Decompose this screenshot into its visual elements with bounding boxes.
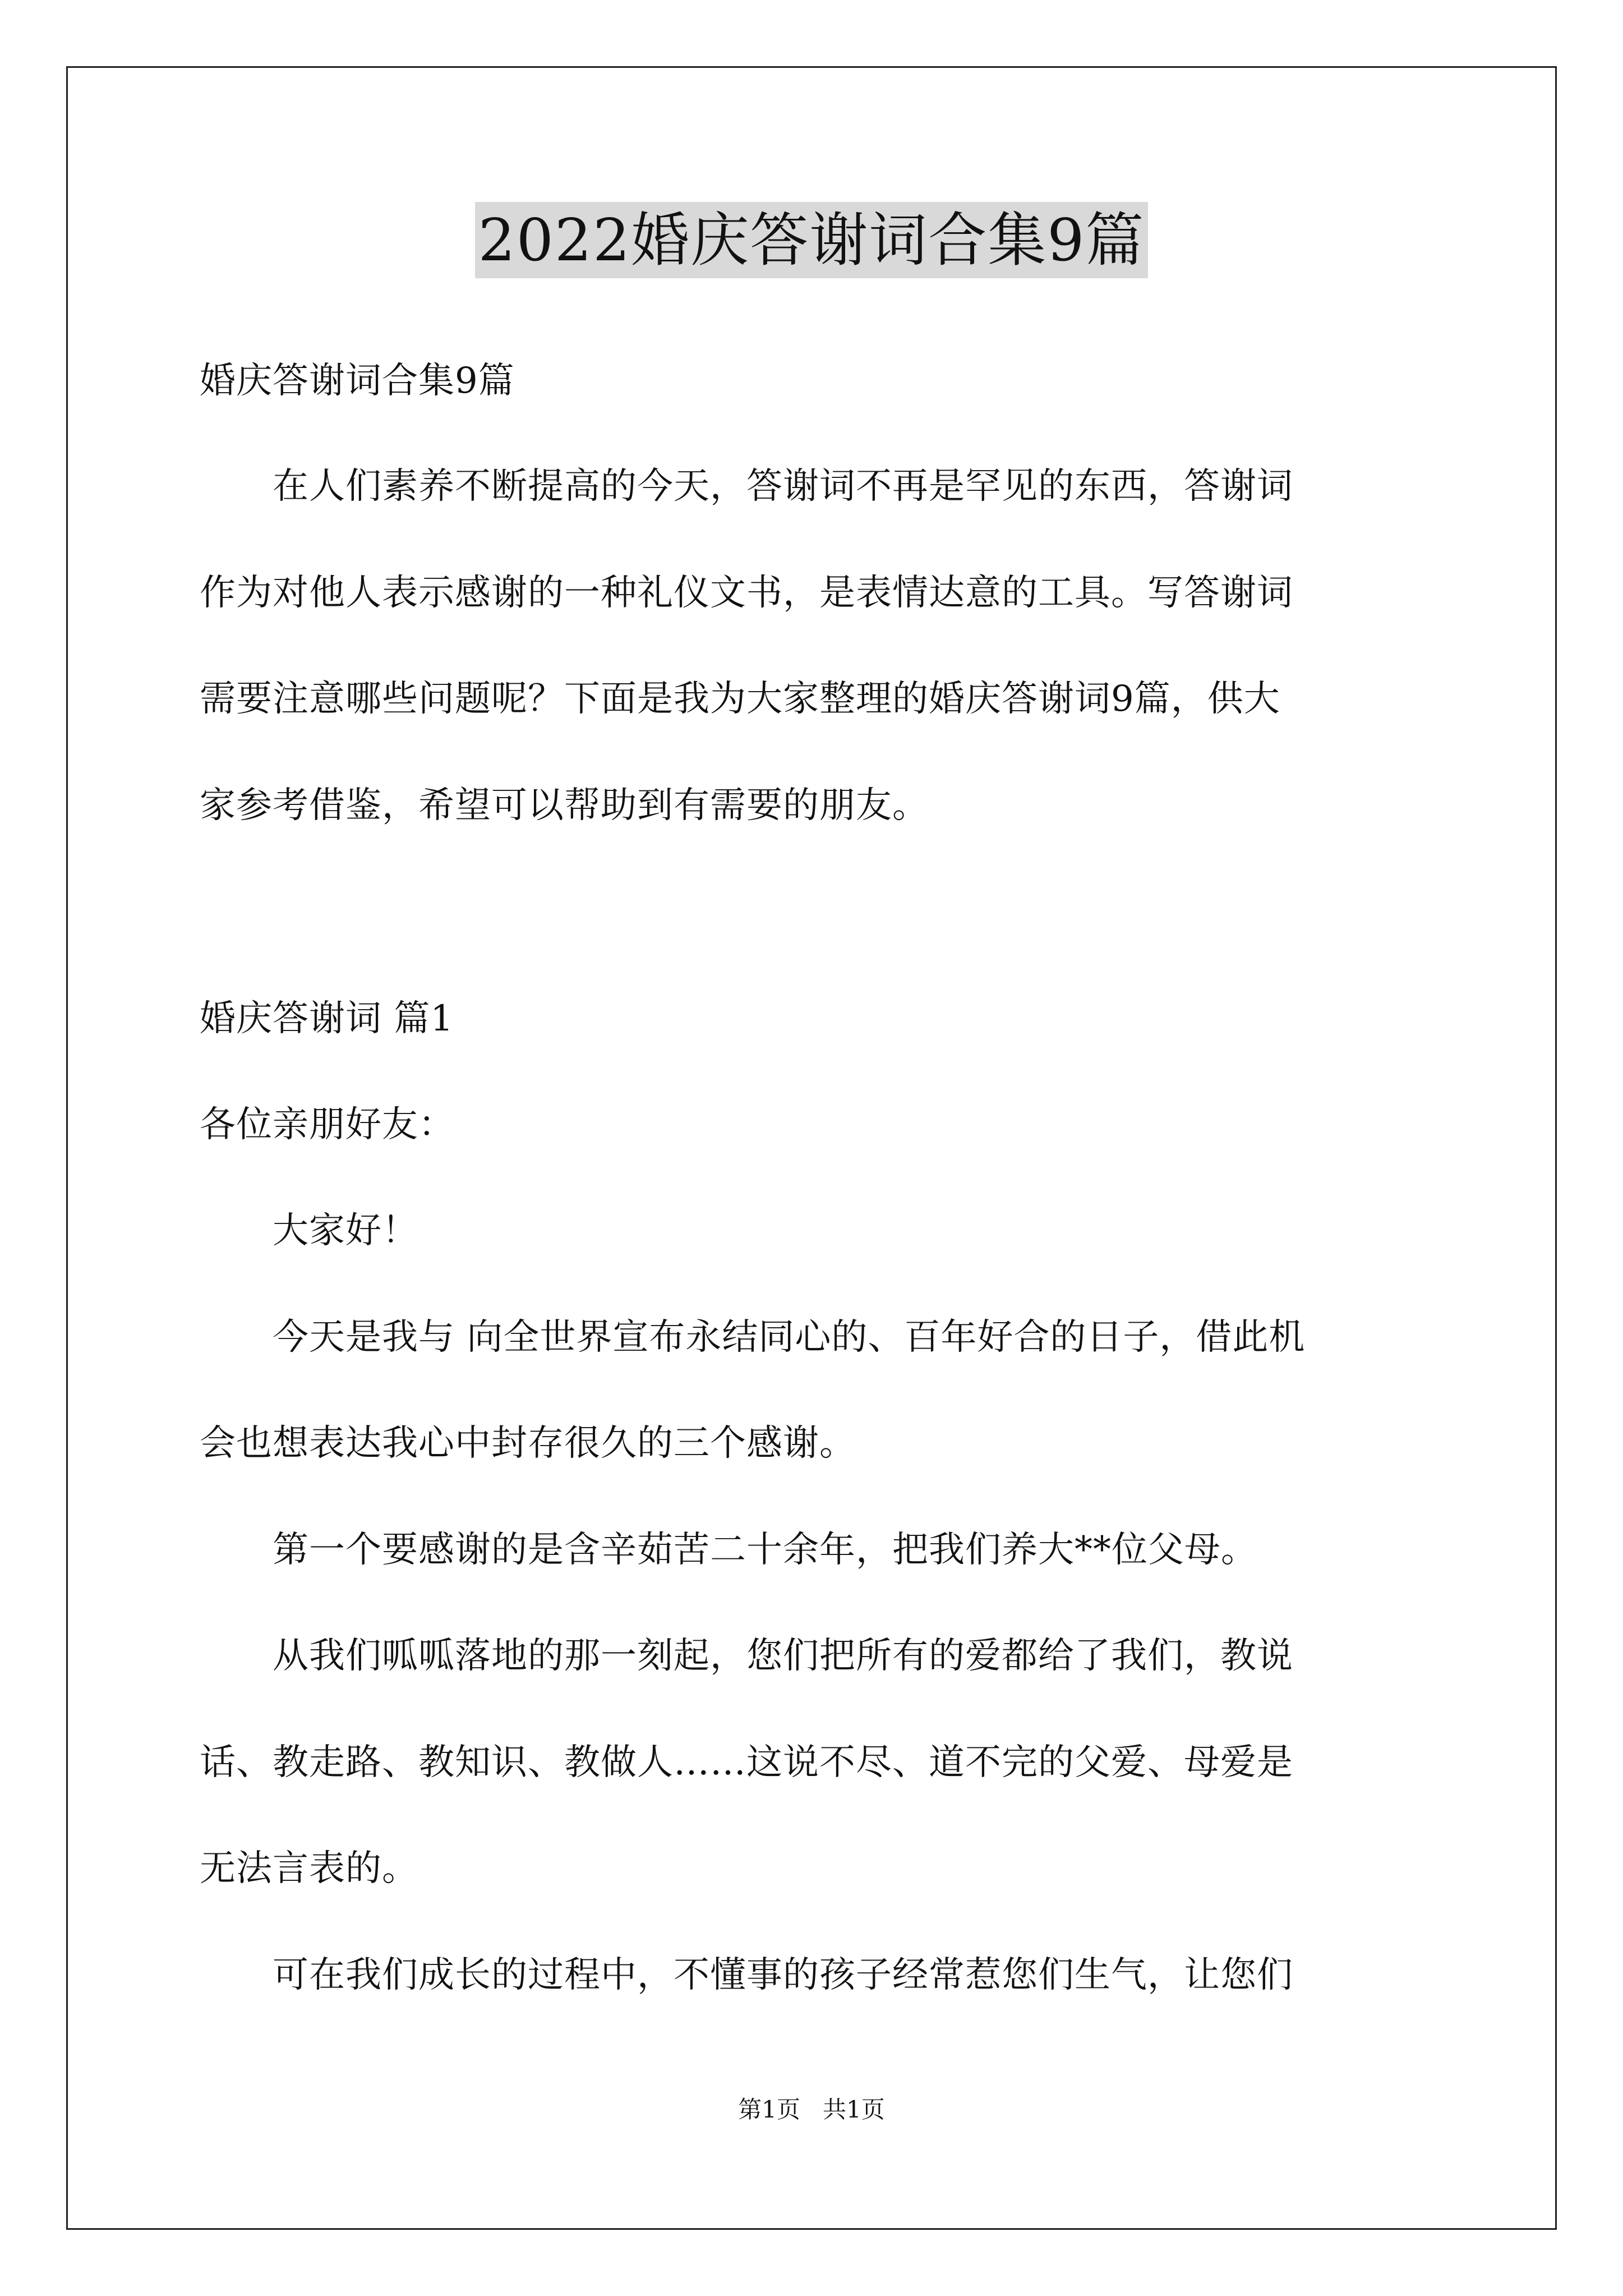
document-title: 2022婚庆答谢词合集9篇: [475, 202, 1149, 278]
paragraph-line: 家参考借鉴，希望可以帮助到有需要的朋友。: [200, 785, 929, 826]
paragraph-line: 在人们素养不断提高的今天，答谢词不再是罕见的东西，答谢词: [200, 466, 1293, 507]
paragraph-line: 可在我们成长的过程中，不懂事的孩子经常惹您们生气，让您们: [200, 1954, 1293, 1996]
paragraph-line: 需要注意哪些问题呢？下面是我为大家整理的婚庆答谢词9篇，供大: [200, 678, 1280, 720]
paragraph-line: 无法言表的。: [200, 1848, 418, 1889]
subtitle-line: 婚庆答谢词合集9篇: [200, 360, 515, 402]
page-footer: 第1页 共1页: [738, 2096, 885, 2123]
paragraph-line: 第一个要感谢的是含辛茹苦二十余年，把我们养大**位父母。: [200, 1529, 1257, 1571]
paragraph-line: 会也想表达我心中封存很久的三个感谢。: [200, 1423, 856, 1464]
section-heading: 婚庆答谢词 篇1: [200, 998, 454, 1039]
paragraph-line: 作为对他人表示感谢的一种礼仪文书，是表情达意的工具。写答谢词: [200, 572, 1293, 614]
paragraph-line: 从我们呱呱落地的那一刻起，您们把所有的爱都给了我们，教说: [200, 1635, 1293, 1677]
salutation-line: 各位亲朋好友：: [200, 1104, 455, 1145]
paragraph-line: 大家好！: [200, 1210, 418, 1251]
paragraph-line: 话、教走路、教知识、教做人……这说不尽、道不完的父爱、母爱是: [200, 1742, 1293, 1783]
paragraph-line: 今天是我与 向全世界宣布永结同心的、百年好合的日子，借此机: [200, 1317, 1306, 1358]
title-container: [0, 202, 1623, 278]
